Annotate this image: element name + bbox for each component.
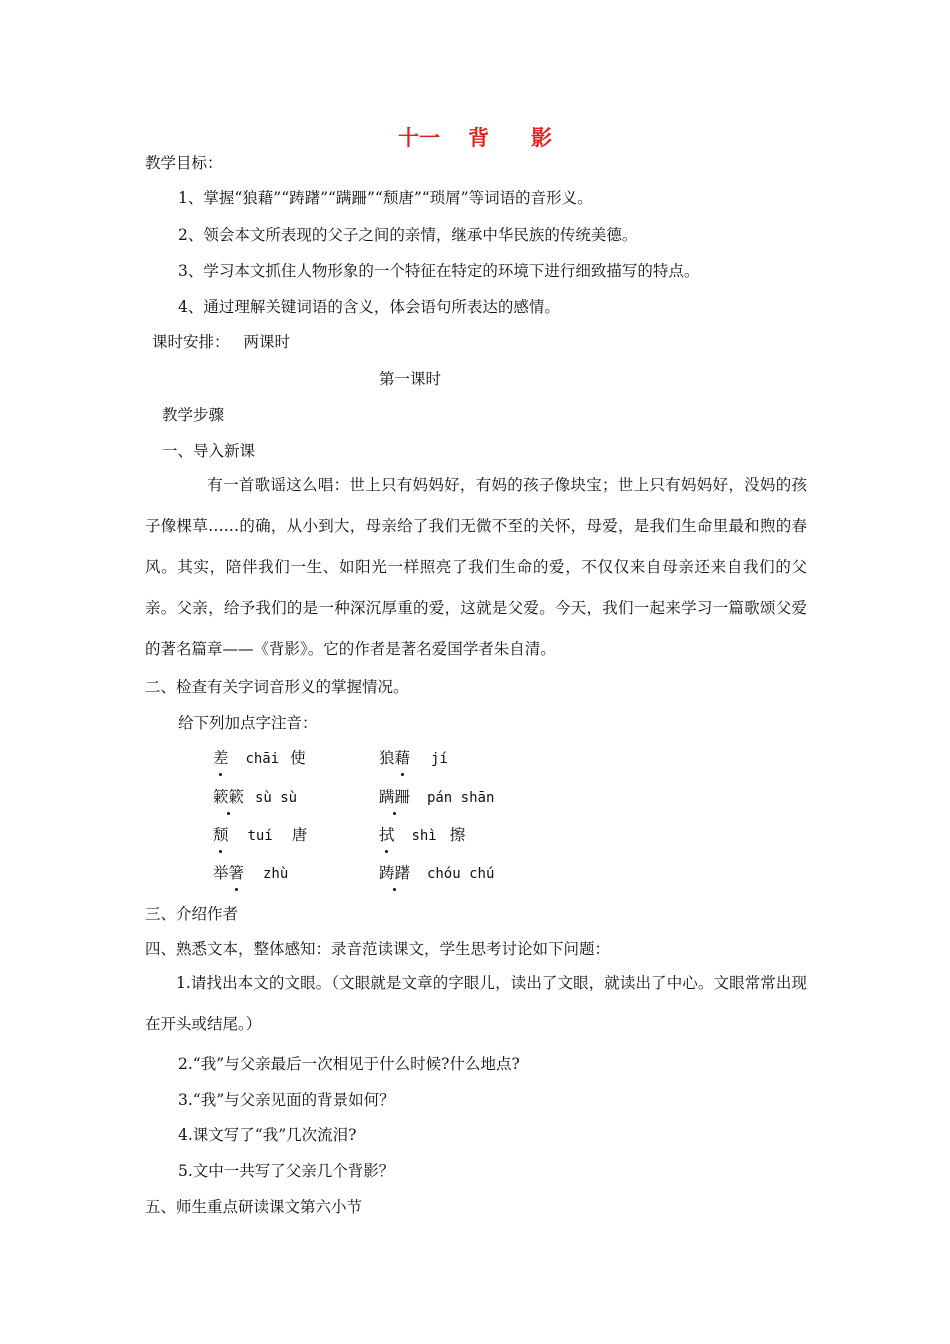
objectives-heading: 教学目标： bbox=[145, 154, 223, 172]
pinyin: chóu chú bbox=[426, 866, 495, 882]
pinyin-item bbox=[379, 786, 494, 809]
dotted-char: 簌簌 bbox=[213, 788, 245, 806]
pinyin-item bbox=[213, 824, 307, 847]
pinyin: tuí bbox=[247, 828, 273, 844]
question-1 bbox=[145, 963, 807, 1045]
dotted-char: 蹒跚 bbox=[379, 788, 411, 806]
steps-heading: 教学步骤 bbox=[162, 406, 225, 424]
intro-paragraph bbox=[145, 465, 807, 670]
schedule-value: 两课时 bbox=[243, 333, 291, 351]
question-1-text: 1.请找出本文的文眼。（文眼就是文章的字眼儿，读出了文眼，就读出了中心。文眼常常出现在开头或结尾。） bbox=[145, 974, 807, 1033]
objective-2: 2、领会本文所表现的父子之间的亲情，继承中华民族的传统美德。 bbox=[178, 226, 638, 244]
pinyin-item bbox=[213, 786, 297, 809]
title-char-1: 背 bbox=[468, 125, 489, 150]
section-4-heading: 四、熟悉文本，整体感知：录音范读课文，学生思考讨论如下问题： bbox=[145, 940, 611, 958]
lesson-title bbox=[0, 124, 950, 152]
section-3-heading: 三、介绍作者 bbox=[145, 905, 239, 923]
intro-paragraph-text: 有一首歌谣这么唱：世上只有妈妈好，有妈的孩子像块宝；世上只有妈妈好，没妈的孩子像棵草……的确，从小到大，母亲给了我们无微不至的关怀，母爱，是我们生命里最和煦的春风。其实，陪伴我们一生、如阳光一样照亮了我们生命的爱，不仅仅来自母亲还来自我们的父亲。父亲，给予我们的是一种深沉厚重的爱，这就是父爱。今天，我们一起来学习一篇歌颂父爱的著名篇章——《背影》。它的作者是著名爱国学者朱自清。 bbox=[145, 476, 807, 658]
question-2: 2.“我”与父亲最后一次相见于什么时候?什么地点? bbox=[178, 1055, 520, 1073]
pinyin-item bbox=[213, 862, 288, 885]
section-1-heading: 一、导入新课 bbox=[162, 442, 256, 460]
schedule-line bbox=[152, 331, 290, 353]
dotted-char: 藉 bbox=[394, 749, 411, 767]
dotted-char: 颓 bbox=[213, 826, 229, 844]
word-suffix: 唐 bbox=[291, 826, 308, 844]
title-char-2: 影 bbox=[531, 125, 552, 150]
lesson-heading: 第一课时 bbox=[379, 370, 442, 388]
pinyin: shì bbox=[411, 828, 437, 844]
objective-3: 3、学习本文抓住人物形象的一个特征在特定的环境下进行细致描写的特点。 bbox=[178, 262, 700, 280]
objective-1: 1、掌握“狼藉”“踌躇”“蹒跚”“颓唐”“琐屑”等词语的音形义。 bbox=[178, 189, 593, 207]
objective-4: 4、通过理解关键词语的含义，体会语句所表达的感情。 bbox=[178, 298, 560, 316]
pinyin: zhù bbox=[262, 866, 289, 882]
section-5-heading: 五、师生重点研读课文第六小节 bbox=[145, 1198, 363, 1216]
dotted-char: 差 bbox=[213, 749, 229, 767]
pinyin: pán shān bbox=[426, 790, 495, 806]
pinyin-item bbox=[213, 747, 306, 770]
pinyin: jí bbox=[430, 751, 448, 767]
dotted-char: 箸 bbox=[228, 864, 245, 882]
pinyin: chāi bbox=[245, 751, 280, 767]
pinyin-item bbox=[379, 824, 465, 847]
pinyin-instruction: 给下列加点字注音： bbox=[178, 714, 318, 732]
question-3: 3.“我”与父亲见面的背景如何？ bbox=[178, 1091, 395, 1109]
question-4: 4.课文写了“我”几次流泪? bbox=[178, 1126, 357, 1144]
pinyin-item bbox=[379, 747, 448, 770]
word-prefix: 举 bbox=[213, 864, 229, 882]
word-suffix: 擦 bbox=[449, 826, 466, 844]
pinyin-item bbox=[379, 862, 494, 885]
dotted-char: 踌躇 bbox=[379, 864, 411, 882]
title-number: 十一 bbox=[398, 125, 440, 150]
word-suffix: 使 bbox=[290, 749, 306, 767]
pinyin: sù sù bbox=[254, 790, 298, 806]
section-2-heading: 二、检查有关字词音形义的掌握情况。 bbox=[145, 678, 409, 696]
schedule-label: 课时安排： bbox=[152, 333, 230, 351]
word-prefix: 狼 bbox=[379, 749, 395, 767]
question-5: 5.文中一共写了父亲几个背影？ bbox=[178, 1162, 395, 1180]
dotted-char: 拭 bbox=[379, 826, 395, 844]
